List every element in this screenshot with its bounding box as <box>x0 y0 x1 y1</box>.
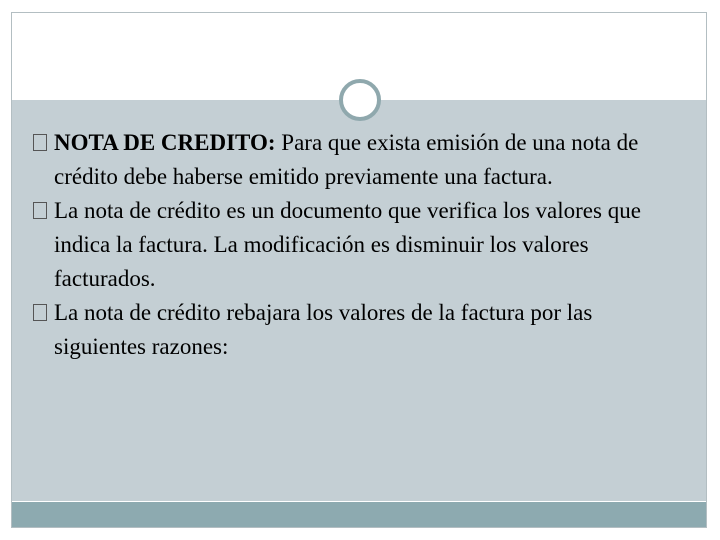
bullet-box-icon <box>33 134 47 151</box>
bullet-text: La nota de crédito es un documento que verifica los valores que indica la factura. La modificación es disminuir los valores facturados. <box>54 198 641 291</box>
bullet-bold-text: NOTA DE CREDITO: <box>54 130 276 155</box>
bullet-item <box>33 126 673 194</box>
bullet-text: La nota de crédito rebajara los valores de la factura por las siguientes razones: <box>54 300 593 359</box>
footer-bar <box>12 502 706 527</box>
divider-circle-ornament <box>339 79 381 121</box>
bullet-box-icon <box>33 202 47 219</box>
bullet-item <box>33 194 673 296</box>
bullet-list <box>33 126 673 364</box>
bullet-box-icon <box>33 304 47 321</box>
bullet-item <box>33 296 673 364</box>
bullet-text: Para que exista emisión de una nota de crédito debe haberse emitido previamente una factura. <box>54 130 639 189</box>
